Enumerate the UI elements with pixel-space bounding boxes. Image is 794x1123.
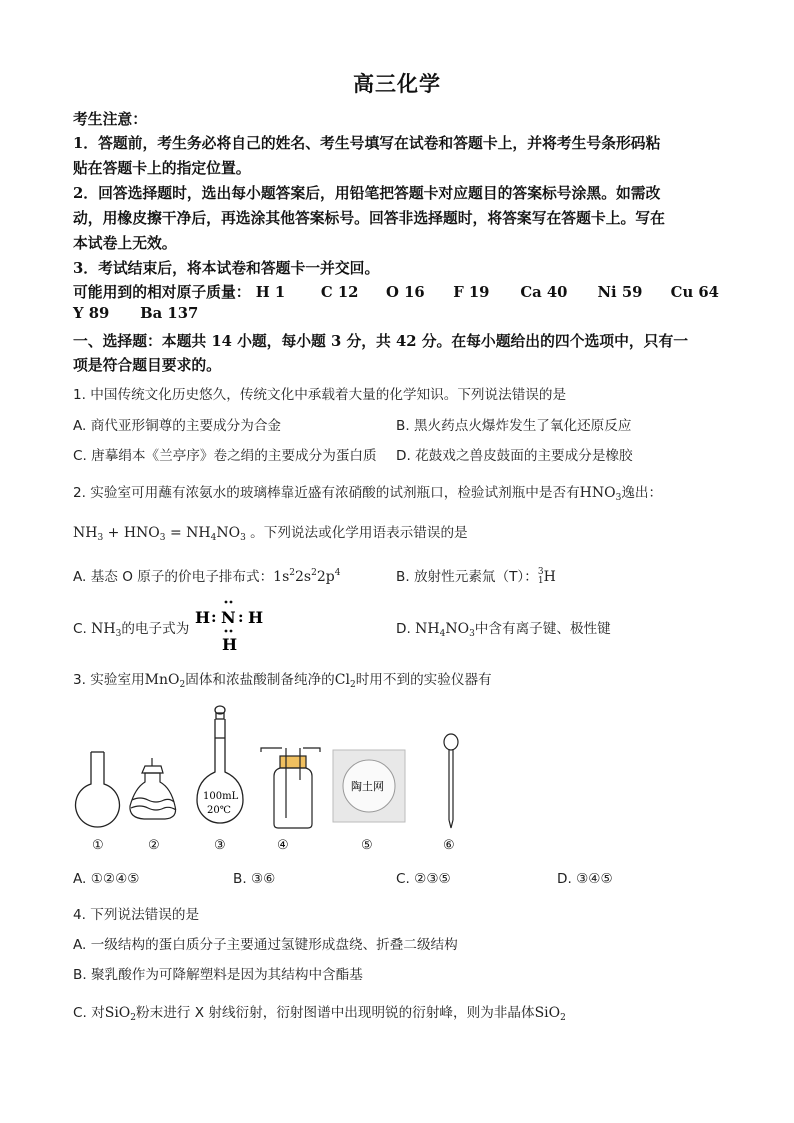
q2-option-a-text: A. 基态 O 原子的价电子排布式： [73,569,274,585]
atomic-masses-label: 可能用到的相对原子质量： [73,284,251,301]
q2-option-d-text: 中含有离子键、极性键 [474,621,611,637]
apparatus-label-1: ① [92,838,104,853]
q1-option-a: A. 商代亚形铜尊的主要成分为合金 [73,418,282,434]
lewis-h-left: H [195,608,211,627]
mass-h: H 1 [255,284,286,301]
q2-option-c-text: 的电子式为 [121,621,190,637]
formula-sio2-end: SiO$_2$ [534,1005,566,1023]
q3-option-b: B. ③⑥ [233,871,276,887]
section-heading-line-2: 项是符合题目要求的。 [73,357,221,374]
q1-option-d: D. 花鼓戏之兽皮鼓面的主要成分是橡胶 [396,448,633,464]
lewis-pair-left: : [211,608,217,626]
formula-nh4no3: $NH_4NO_3$ [415,621,475,639]
formula-nh3: $NH_3$ [91,621,122,639]
q4-option-a: A. 一级结构的蛋白质分子主要通过氢键形成盘绕、折叠二级结构 [73,937,458,953]
notice-line-5: 本试卷上无效。 [73,235,177,252]
page-title: 高三化学 [353,71,441,96]
q2-option-d [396,617,611,639]
apparatus-label-5: ⑤ [361,838,373,853]
notice-line-6: 3．考试结束后，将本试卷和答题卡一并交回。 [73,260,380,277]
lewis-h-right: H [248,608,263,627]
notice-line-2: 贴在答题卡上的指定位置。 [73,160,251,177]
round-bottom-flask-icon [76,752,120,827]
q3-option-a: A. ①②④⑤ [73,871,140,887]
q3-stem-b: 固体和浓盐酸制备纯净的 [185,672,335,688]
q4-option-b: B. 聚乳酸作为可降解塑料是因为其结构中含酯基 [73,967,363,983]
formula-mno2: MnO$_2$ [144,672,186,690]
nh3-electron-dot-structure [193,596,263,654]
q2-option-c [73,617,189,639]
lewis-bond-dot-2 [230,630,233,633]
lewis-h-bottom: H [222,635,238,654]
q4-option-c-b: 粉末进行 X 射线衍射，衍射图谱中出现明锐的衍射峰，则为非晶体 [136,1005,535,1021]
q1-option-b: B. 黑火药点火爆炸发生了氧化还原反应 [396,418,632,434]
reaction-equation: $NH_3 + HNO_3 = NH_4NO_3$ [73,525,246,543]
q3-stem-a: 3. 实验室用 [73,672,145,688]
lewis-n: N [221,608,236,627]
formula-cl2: $Cl_2$ [334,672,356,690]
flask-temp-label: 20℃ [207,805,231,816]
formula-sio2: SiO$_2$ [104,1005,137,1023]
q1-option-c: C. 唐摹绢本《兰亭序》卷之绢的主要成分为蛋白质 [73,448,377,464]
q2-equation-line [73,521,468,543]
q1-stem: 1. 中国传统文化历史悠久，传统文化中承载着大量的化学知识。下列说法错误的是 [73,387,567,403]
apparatus-figure [60,700,480,835]
apparatus-label-3: ③ [214,838,226,853]
electron-config: $1s^22s^22p^4$ [273,568,341,585]
q2-option-b-text: B. 放射性元素氚（T）： [396,569,538,585]
q3-stem [73,668,492,690]
q4-option-c [73,1001,566,1023]
section-heading-line-1: 一、选择题：本题共 14 小题，每小题 3 分，共 42 分。在每小题给出的四个选项中，只有一 [73,333,689,350]
q2-option-c-label: C. [73,621,92,637]
notice-heading: 考生注意： [73,111,147,128]
lewis-lone-pair-dot-1 [225,601,228,604]
lewis-lone-pair-dot-2 [230,601,233,604]
mass-y: Y 89 [73,305,110,322]
q2-option-d-label: D. [396,621,416,637]
q4-stem: 4. 下列说法错误的是 [73,907,200,923]
lewis-bond-dot-1 [225,630,228,633]
q2-stem-tail: 逸出： [621,485,663,501]
q2-stem [73,481,662,503]
mass-ba: Ba 137 [140,305,199,322]
q3-option-c: C. ②③⑤ [396,871,451,887]
q2-option-b [396,565,556,586]
formula-hno3: $HNO_3$ [579,485,622,503]
dropper-icon [444,734,458,828]
apparatus-label-4: ④ [277,838,289,853]
q3-stem-c: 时用不到的实验仪器有 [355,672,492,688]
q2-equation-tail: 。下列说法或化学用语表示错误的是 [250,525,468,541]
notice-line-3: 2．回答选择题时，选出每小题答案后，用铅笔把答题卡对应题目的答案标号涂黑。如需改 [73,185,661,202]
notice-line-1: 1．答题前，考生务必将自己的姓名、考生号填写在试卷和答题卡上，并将考生号条形码粘 [73,135,661,152]
q4-option-c-a: C. 对 [73,1005,105,1021]
mass-ca: Ca 40 [520,284,568,301]
q2-option-a [73,565,340,585]
mass-ni: Ni 59 [597,284,643,301]
notice-line-4: 动，用橡皮擦干净后，再选涂其他答案标号。回答非选择题时，将答案写在答题卡上。写在 [73,210,665,227]
apparatus-label-6: ⑥ [443,838,455,853]
tritium-symbol: 3 1H [537,567,556,586]
mass-c: C 12 [320,284,359,301]
mass-cu: Cu 64 [670,284,719,301]
mass-o: O 16 [386,284,425,301]
apparatus-label-2: ② [148,838,160,853]
q3-option-d: D. ③④⑤ [557,871,613,887]
flask-volume-label: 100mL [203,791,239,802]
mass-f: F 19 [453,284,490,301]
alcohol-lamp-icon [130,758,176,819]
lewis-pair-right: : [238,608,244,626]
atomic-masses-row-2 [73,305,198,322]
q2-stem-text: 2. 实验室可用蘸有浓氨水的玻璃棒靠近盛有浓硝酸的试剂瓶口，检验试剂瓶中是否有 [73,485,580,501]
gauze-label: 陶土网 [351,780,384,793]
atomic-masses-row-1 [73,281,719,302]
gas-washing-bottle-icon [261,748,320,828]
